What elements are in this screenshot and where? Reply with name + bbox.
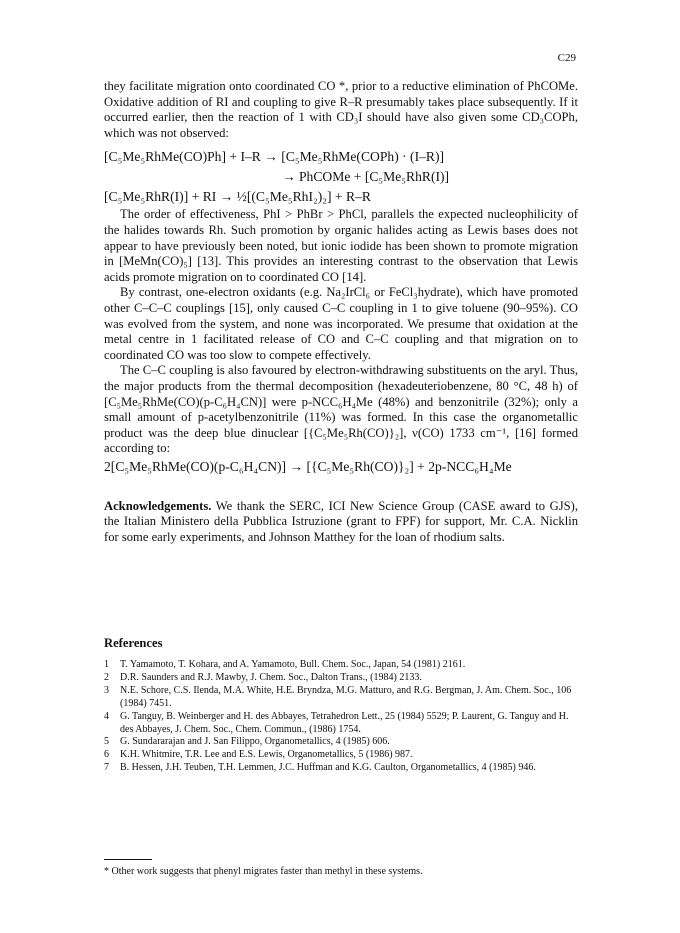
equation-1b: → PhCOMe + [C₅Me₅RhR(I)] [282,169,450,185]
reference-item [104,736,578,749]
equation-1a: [C₅Me₅RhMe(CO)Ph] + I–R → [C₅Me₅RhMe(COPh) · (I–R)] [104,149,445,165]
reference-item [104,672,578,685]
paragraph-4: The C–C coupling is also favoured by electron-withdrawing substituents on the aryl. Thus, the major products from the thermal decomposition (hexadeuteriobenzene, 80 °C, 48 h) of [C₅Me₅RhMe(CO)(p-C₆H₄CN)] were p-NCC₆H₄Me (48%) and benzonitrile (32%); only a small amount of p-acetylbenzonitrile (11%) was formed. In this case the organometallic product was the deep blue dinuclear [{C₅Me₅Rh(CO)}₂], ν(CO) 1733 cm⁻¹, [16] formed according to: [104,363,578,456]
reference-item [104,685,578,711]
reference-number: 4 [104,710,109,722]
reference-item [104,659,578,672]
paragraph-2: The order of effectiveness, PhI > PhBr > PhCl, parallels the expected nucleophilicity of the halides towards Rh. Such promotion by organic halides acting as Lewis bases does not appear to have previously been noted, but ionic iodide has been shown to promote migration in [MeMn(CO)₅] [13]. This provides an interesting contrast to the observation that Lewis acids promote migration on to coordinated CO [14]. [104,207,578,284]
reference-number: 5 [104,736,109,748]
reference-text: G. Tanguy, B. Weinberger and H. des Abbayes, Tetrahedron Lett., 25 (1984) 5529; P. Laurent, G. Tanguy and H. des Abbayes, J. Chem. Soc., Chem. Commun., (1986) 1754. [120,710,569,735]
paragraph-1: they facilitate migration onto coordinated CO *, prior to a reductive elimination of PhCOMe. Oxidative addition of RI and coupling to give R–R presumably takes place subsequently. If it occurred earlier, then the reaction of 1 with CD₃I should have also given some CD₃COPh, which was not observed: [104,79,578,140]
reference-number: 3 [104,684,109,696]
footnote: * Other work suggests that phenyl migrates faster than methyl in these systems. [104,866,423,877]
reference-item [104,711,578,737]
reference-number: 6 [104,749,109,761]
body-text [104,79,578,546]
reference-text: T. Yamamoto, T. Kohara, and A. Yamamoto, Bull. Chem. Soc., Japan, 54 (1981) 2161. [120,659,466,670]
reference-number: 2 [104,671,109,683]
reference-text: D.R. Saunders and R.J. Mawby, J. Chem. Soc., Dalton Trans., (1984) 2133. [120,671,422,683]
reference-text: B. Hessen, J.H. Teuben, T.H. Lemmen, J.C. Huffman and K.G. Caulton, Organometallics, 4 (1985) 946. [120,762,536,774]
reference-item [104,749,578,762]
references-heading: References [104,636,163,650]
reference-text: K.H. Whitmire, T.R. Lee and E.S. Lewis, Organometallics, 5 (1986) 987. [120,749,413,761]
reference-number: 7 [104,762,109,774]
acknowledgements-text: We thank the SERC, ICI New Science Group (CASE award to GJS), the Italian Ministero della Pubblica Istruzione (grant to FPF) for support, Mr. C.A. Nicklin for some early experiments, and Johnson Matthey for the loan of rhodium salts. [104,498,578,545]
reference-text: N.E. Schore, C.S. Ilenda, M.A. White, H.E. Bryndza, M.G. Matturo, and R.G. Bergman, J. Am. Chem. Soc., 106 (1984) 7451. [120,684,572,709]
acknowledgements [104,499,578,546]
paragraph-3: By contrast, one-electron oxidants (e.g. Na₂IrCl₆ or FeCl₃hydrate), which have promoted other C–C–C couplings [15], only caused C–C coupling in 1 to give toluene (90–95%). CO was evolved from the system, and none was incorporated. We presume that oxidation at the metal centre in 1 facilitated release of CO and C–C coupling and that migration on to coordinated CO was too slow to compete effectively. [104,285,578,362]
equation-2: [C₅Me₅RhR(I)] + RI → ½[(C₅Me₅RhI₂)₂] + R–R [104,189,371,205]
page-number: C29 [557,52,576,64]
reference-number: 1 [104,659,109,670]
reference-item [104,762,578,775]
reference-list [104,659,578,775]
reference-text: G. Sundararajan and J. San Filippo, Organometallics, 4 (1985) 606. [120,736,390,748]
footnote-divider [104,859,152,860]
acknowledgements-heading: Acknowledgements. [104,498,212,513]
equation-3: 2[C₅Me₅RhMe(CO)(p-C₆H₄CN)] → [{C₅Me₅Rh(CO)}₂] + 2p-NCC₆H₄Me [104,458,512,474]
